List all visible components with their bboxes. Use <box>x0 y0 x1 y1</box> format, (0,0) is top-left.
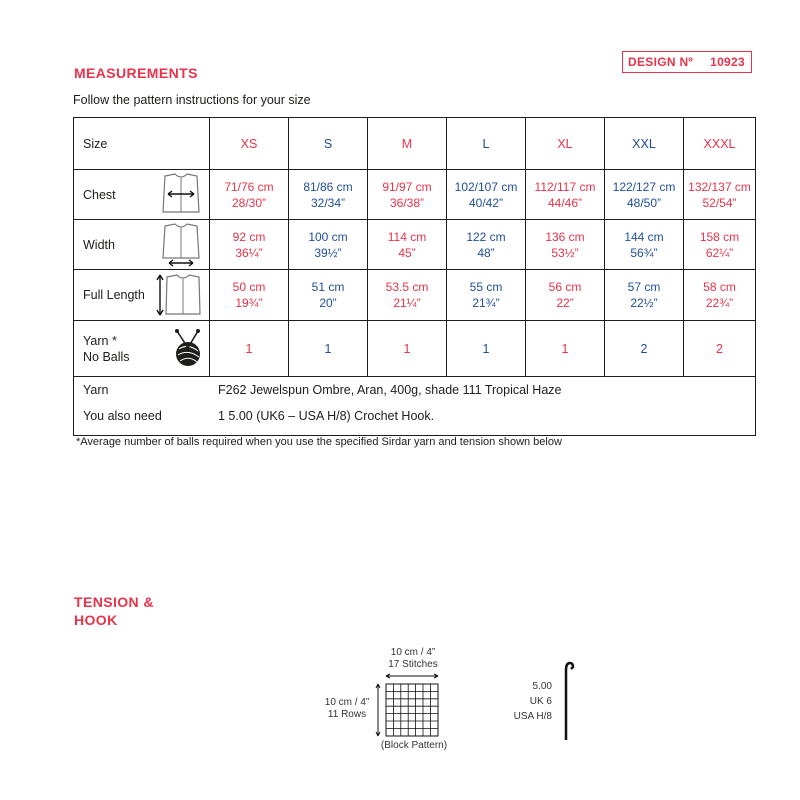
length-row <box>74 270 756 321</box>
width-label-cell: Width <box>74 220 210 270</box>
also-need-label: You also need <box>83 409 162 423</box>
hook-size-list <box>490 679 552 724</box>
length-m: 53.5 cm 21¼” <box>368 270 447 321</box>
yarn-info-cell <box>74 377 756 436</box>
balls-xs: 1 <box>210 321 289 377</box>
chest-xs: 71/76 cm 28/30” <box>210 170 289 220</box>
length-xl: 56 cm 22” <box>526 270 605 321</box>
balls-xxxl: 2 <box>684 321 756 377</box>
size-xxl: XXL <box>605 118 684 170</box>
width-xl: 136 cm 53½” <box>526 220 605 270</box>
chest-l: 102/107 cm 40/42” <box>447 170 526 220</box>
also-need-value: 1 5.00 (UK6 – USA H/8) Crochet Hook. <box>218 409 435 423</box>
chest-m: 91/97 cm 36/38” <box>368 170 447 220</box>
length-s: 51 cm 20” <box>289 270 368 321</box>
width-measure-label: 10 cm / 4” 17 Stitches <box>388 647 438 670</box>
length-label-cell: Full Length <box>74 270 210 321</box>
crochet-hook-icon <box>560 660 576 742</box>
chest-row <box>74 170 756 220</box>
chest-s: 81/86 cm 32/34” <box>289 170 368 220</box>
chest-measure-icon <box>159 172 203 218</box>
width-row <box>74 220 756 270</box>
length-l: 55 cm 21¾” <box>447 270 526 321</box>
width-xs: 92 cm 36¼” <box>210 220 289 270</box>
length-measure-icon <box>155 272 203 318</box>
hook-size-uk: UK 6 <box>529 696 552 707</box>
width-m: 114 cm 45” <box>368 220 447 270</box>
hook-size-metric: 5.00 <box>532 681 552 692</box>
tension-swatch-diagram <box>372 670 452 740</box>
measurements-heading: MEASUREMENTS <box>74 65 198 81</box>
width-l: 122 cm 48” <box>447 220 526 270</box>
pattern-label: (Block Pattern) <box>380 740 448 751</box>
chest-xl: 112/117 cm 44/46” <box>526 170 605 220</box>
tension-heading: TENSION & HOOK <box>74 594 154 628</box>
size-m: M <box>368 118 447 170</box>
hook-size-usa: USA H/8 <box>513 711 552 722</box>
balls-xxl: 2 <box>605 321 684 377</box>
size-s: S <box>289 118 368 170</box>
size-label-cell: Size <box>74 118 210 170</box>
balls-s: 1 <box>289 321 368 377</box>
width-xxl: 144 cm 56¾” <box>605 220 684 270</box>
yarn-value: F262 Jewelspun Ombre, Aran, 400g, shade 111 Tropical Haze <box>218 383 562 397</box>
height-measure-label: 10 cm / 4” 11 Rows <box>324 697 370 720</box>
width-xxxl: 158 cm 62¼” <box>684 220 756 270</box>
yarn-ball-icon <box>171 329 203 369</box>
length-xs: 50 cm 19¾” <box>210 270 289 321</box>
measurements-table <box>73 117 756 436</box>
size-xl: XL <box>526 118 605 170</box>
balls-label-cell: Yarn * No Balls <box>74 321 210 377</box>
length-xxxl: 58 cm 22¾” <box>684 270 756 321</box>
yarn-row <box>74 377 756 436</box>
intro-text: Follow the pattern instructions for your size <box>73 93 311 107</box>
balls-l: 1 <box>447 321 526 377</box>
size-xs: XS <box>210 118 289 170</box>
width-s: 100 cm 39½” <box>289 220 368 270</box>
chest-xxxl: 132/137 cm 52/54” <box>684 170 756 220</box>
balls-row <box>74 321 756 377</box>
balls-m: 1 <box>368 321 447 377</box>
length-xxl: 57 cm 22½” <box>605 270 684 321</box>
design-label: DESIGN Nº <box>628 55 694 69</box>
size-l: L <box>447 118 526 170</box>
width-measure-icon <box>159 222 203 268</box>
size-row <box>74 118 756 170</box>
size-xxxl: XXXL <box>684 118 756 170</box>
footnote: *Average number of balls required when you use the specified Sirdar yarn and tension shown below <box>76 436 562 448</box>
yarn-label: Yarn <box>83 383 109 397</box>
design-number: 10923 <box>710 55 745 69</box>
chest-xxl: 122/127 cm 48/50” <box>605 170 684 220</box>
chest-label-cell: Chest <box>74 170 210 220</box>
design-number-box <box>622 51 752 73</box>
balls-xl: 1 <box>526 321 605 377</box>
